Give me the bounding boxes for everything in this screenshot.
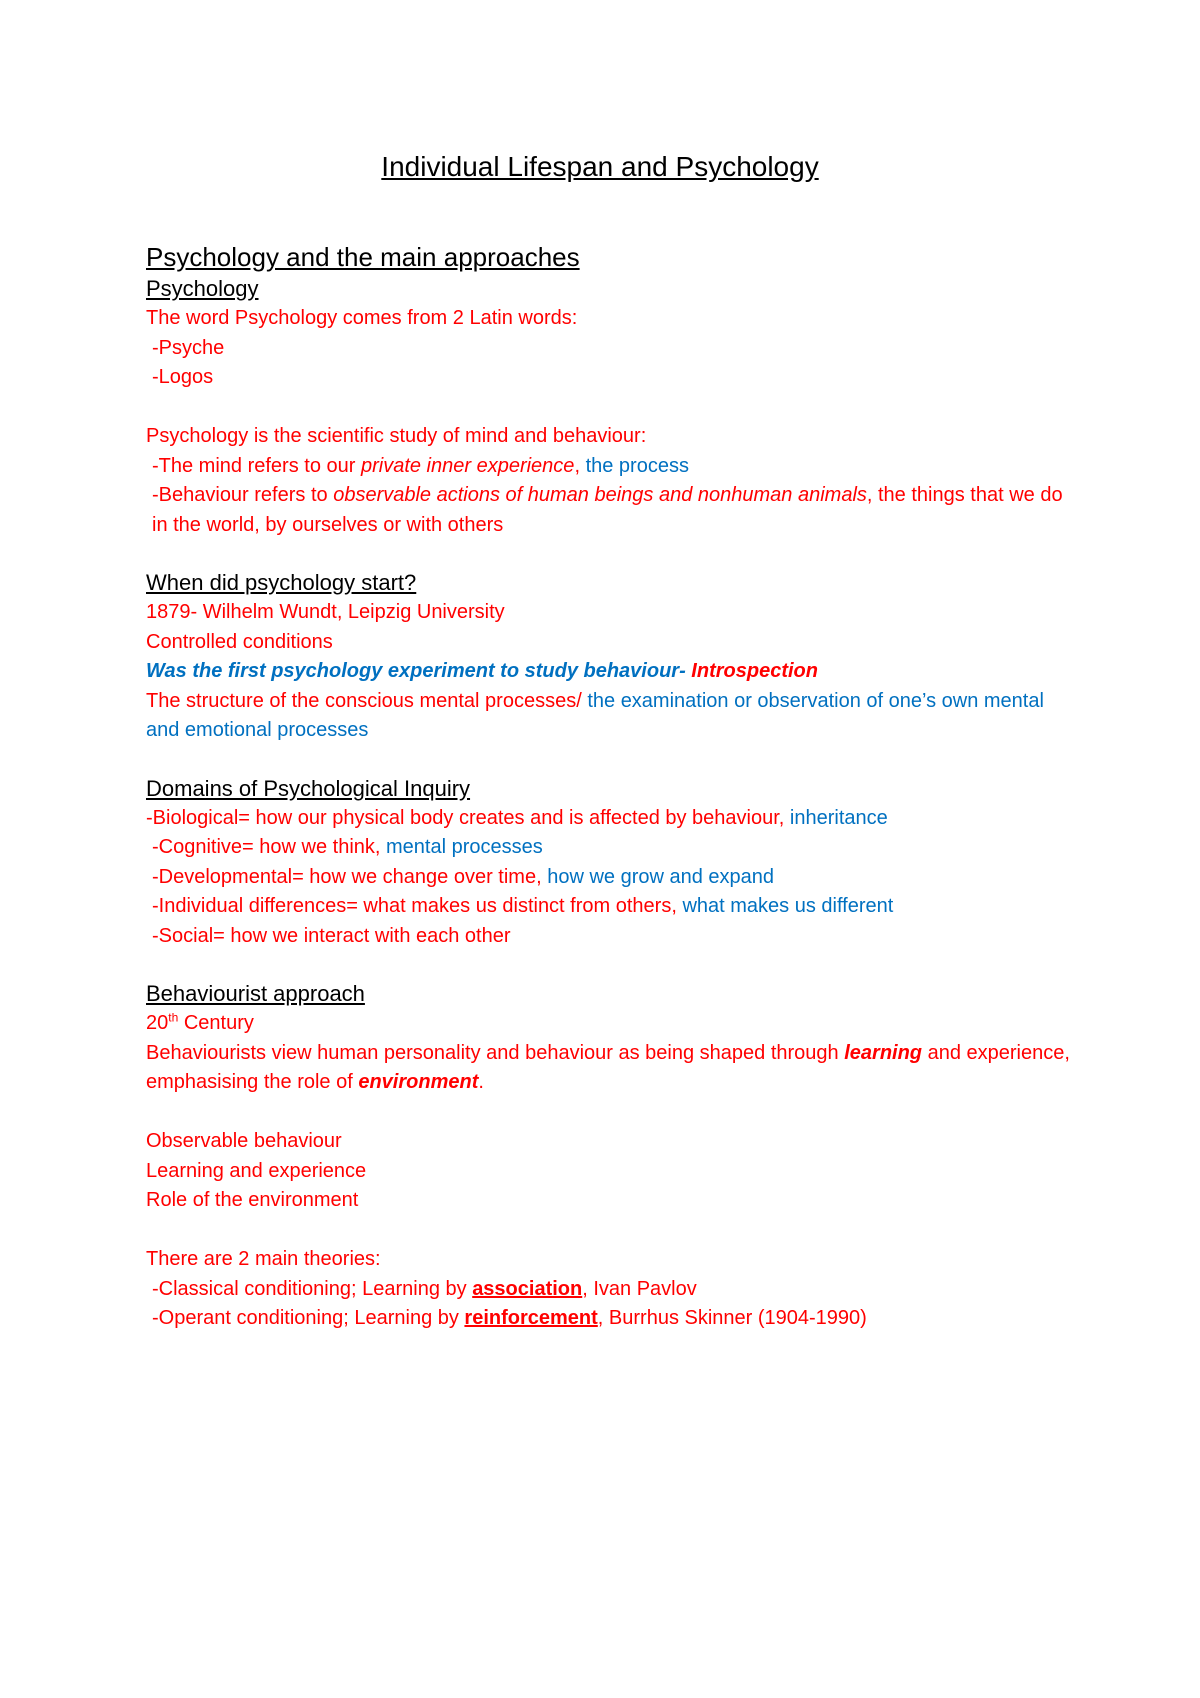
heading-domains: Domains of Psychological Inquiry [146, 775, 471, 801]
origin-word-psyche: -Psyche [152, 336, 225, 359]
document-body [146, 240, 1076, 1334]
theories-intro: There are 2 main theories: [146, 1248, 381, 1270]
list-item: Observable behaviour [146, 1130, 342, 1152]
domain-biological: -Biological= how our physical body creates and is affected by behaviour, inheritance [146, 806, 888, 829]
document-title: Individual Lifespan and Psychology [381, 151, 819, 182]
section-heading-main: Psychology and the main approaches [146, 242, 580, 272]
domain-cognitive: -Cognitive= how we think, mental processes [152, 836, 543, 858]
behaviourist-view: Behaviourists view human personality and behaviour as being shaped through learning and experience, emphasising the role of environment. [146, 1041, 1070, 1093]
heading-behaviourist: Behaviourist approach [146, 981, 365, 1006]
domain-social: -Social= how we interact with each other [152, 924, 511, 947]
psychology-definition: Psychology is the scientific study of mind and behaviour: [146, 425, 647, 447]
century-line: 20th Century [146, 1010, 254, 1034]
domain-individual-differences: -Individual differences= what makes us distinct from others, what makes us different [152, 895, 894, 917]
list-item: Learning and experience [146, 1159, 367, 1182]
wundt-line: 1879- Wilhelm Wundt, Leipzig University [146, 601, 505, 623]
domain-developmental: -Developmental= how we change over time, how we grow and expand [152, 865, 775, 888]
theory-classical: -Classical conditioning; Learning by association, Ivan Pavlov [152, 1277, 697, 1300]
structure-line: The structure of the conscious mental processes/ the examination or observation of one’s own mental and emotional processes [146, 689, 1044, 741]
controlled-conditions: Controlled conditions [146, 630, 333, 653]
first-experiment: Was the first psychology experiment to study behaviour- Introspection [146, 660, 818, 682]
origin-word-logos: -Logos [152, 366, 214, 388]
heading-start: When did psychology start? [146, 570, 417, 595]
list-item: Role of the environment [146, 1189, 359, 1211]
mind-definition: -The mind refers to our private inner experience, the process [152, 454, 689, 477]
theory-operant: -Operant conditioning; Learning by reinforcement, Burrhus Skinner (1904-1990) [152, 1307, 867, 1329]
behaviour-definition: -Behaviour refers to observable actions of human beings and nonhuman animals, the things that we do in the world, by ourselves or with others [152, 484, 1063, 536]
origin-intro: The word Psychology comes from 2 Latin words: [146, 307, 578, 329]
heading-psychology: Psychology [146, 276, 259, 301]
